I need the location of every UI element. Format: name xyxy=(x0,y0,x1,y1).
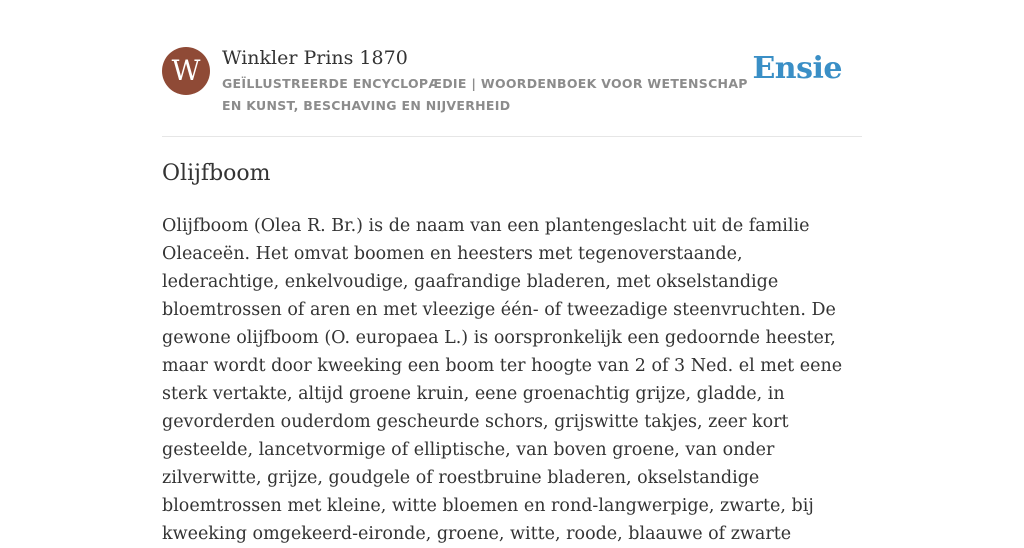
source-info xyxy=(222,45,762,117)
source-subtitle: GEÏLLUSTREERDE ENCYCLOPÆDIE | WOORDENBOEK VOOR WETENSCHAP EN KUNST, BESCHAVING EN NIJVERHEID xyxy=(222,76,748,113)
ensie-logo-link[interactable]: Ensie xyxy=(752,51,842,86)
source-title[interactable]: Winkler Prins 1870 xyxy=(222,47,408,69)
source-avatar[interactable]: W xyxy=(162,47,210,95)
article-body: Olijfboom (Olea R. Br.) is de naam van een plantengeslacht uit de familie Oleaceën. Het omvat boomen en heesters met tegenoverstaande, lederachtige, enkelvoudige, gaafrandige bladeren, met okselstandige bloemtrossen of aren en met vleezige één- of tweezadige steenvruchten. De gewone olijfboom (O. europaea L.) is oorspronkelijk een gedoornde heester, maar wordt door kweeking een boom ter hoogte van 2 of 3 Ned. el met eene sterk vertakte, altijd groene kruin, eene groenachtig grijze, gladde, in gevorderden ouderdom gescheurde schors, grijswitte takjes, zeer kort gesteelde, lancetvormige of elliptische, van boven groene, van onder zilverwitte, grijze, goudgele of roestbruine bladeren, okselstandige bloemtrossen met kleine, witte bloemen en rond-langwerpige, zwarte, bij kweeking omgekeerd-eironde, groene, witte, roode, blaauwe of zwarte xyxy=(162,216,843,544)
article-title: Olijfboom xyxy=(162,161,271,186)
content-container xyxy=(162,0,862,544)
source-header xyxy=(162,0,862,137)
